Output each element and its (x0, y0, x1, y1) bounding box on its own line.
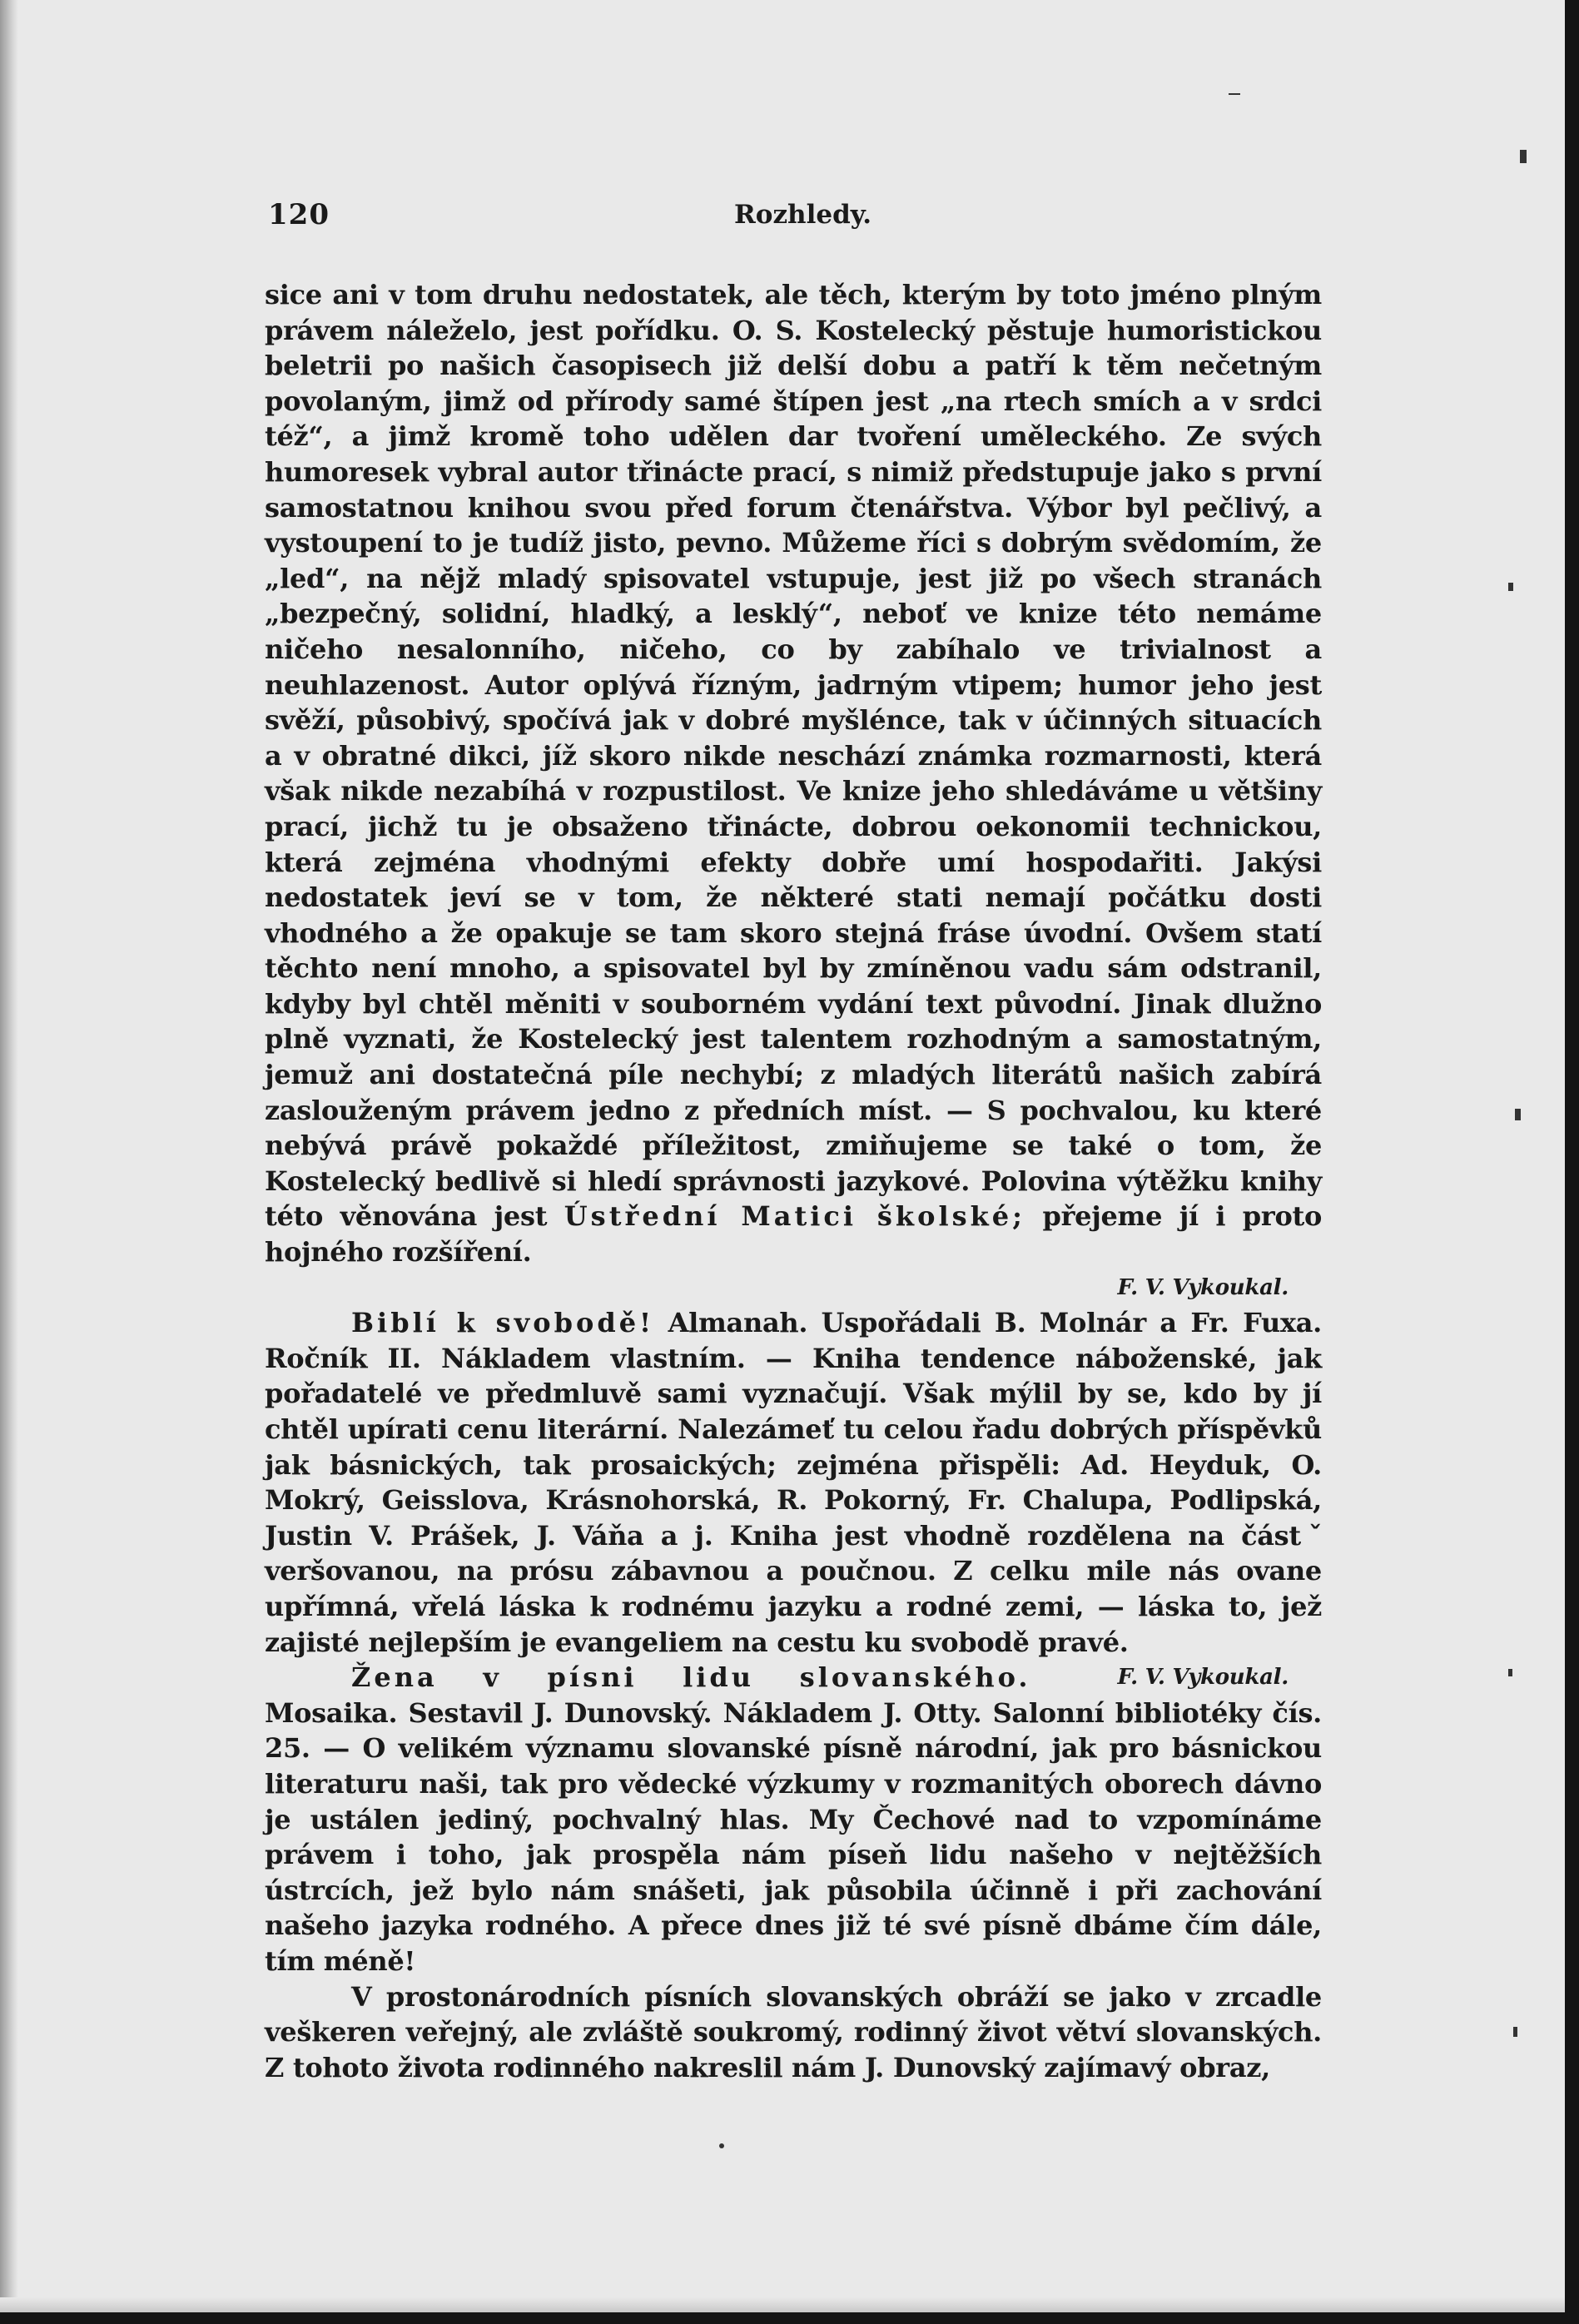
scan-speck (1508, 583, 1513, 591)
page-number: 120 (268, 198, 330, 231)
running-title: Rozhledy. (734, 200, 872, 230)
review-kostelecky-signature: F. V. Vykoukal. (1117, 1274, 1289, 1300)
review-zena-v-pisni (265, 1660, 1322, 1979)
scan-speck (1229, 93, 1240, 95)
review-kostelecky-closing: přejeme jí i proto hojného rozšíření. (265, 1200, 1323, 1269)
scan-border-right (1565, 0, 1579, 2324)
main-text (265, 277, 1322, 2085)
review-bibli-body: Almanah. Uspořádali B. Molnár a Fr. Fuxa. Ročník II. Nákladem vlastním. — Kniha tendence náboženské, jak pořadatelé ve předmluvě sami vyznačují. Však mýlil by se, kdo by jí chtěl upírati cenu literární. Nalezámeť tu celou řadu dobrých příspěvků jak básnických, tak prosaických; zejména přispěli: Ad. Heyduk, O. Mokrý, Geisslova, Krásnohorská, R. Pokorný, Fr. Chalupa, Podlipská, Justin V. Prášek, J. Váňa a j. Kniha jest vhodně rozdělena na částˇ veršovanou, na prósu zábavnou a poučnou. Z celku mile nás ovane upřímná, vřelá láska k rodnému jazyku a rodné zemi, — láska to, jež zajisté nejlepším je evangeliem na cestu ku svobodě pravé. (265, 1307, 1323, 1658)
review-kostelecky-body: sice ani v tom druhu nedostatek, ale těch, kterým by toto jméno plným právem náleželo, jest pořídku. O. S. Kostelecký pěstuje humoristickou beletrii po našich časopisech již delší dobu a patří k těm nečetným povolaným, jimž od přírody samé štípen jest „na rtech smích a v srdci též“, a jimž kromě toho udělen dar tvoření uměleckého. Ze svých humoresek vybral autor třinácte prací, s nimiž předstupuje jako s první samostatnou knihou svou před forum čtenářstva. Výbor byl pečlivý, a vystoupení to je tudíž jisto, pevno. Můžeme říci s dobrým svědomím, že „led“, na nějž mladý spisovatel vstupuje, jest již po všech stranách „bezpečný, solidní, hladký, a lesklý“, neboť ve knize této nemáme ničeho nesalonního, ničeho, co by zabíhalo ve trivialnost a neuhlazenost. Autor oplývá řízným, jadrným vtipem; humor jeho jest svěží, působivý, spočívá jak v dobré myšlénce, tak v účinných situacích a v obratné dikci, jíž skoro nikde neschází známka rozmarnosti, která však nikde nezabíhá v rozpustilost. Ve knize jeho shledáváme u většiny prací, jichž tu je obsaženo třinácte, dobrou oekonomii technickou, která zejména vhodnými efekty dobře umí hospodařiti. Jakýsi nedostatek jeví se v tom, že některé stati nemají počátku dosti vhodného a že opakuje se tam skoro stejná fráse úvodní. Ovšem statí těchto není mnoho, a spisovatel byl by zmíněnou vadu sám odstranil, kdyby byl chtěl měniti v souborném vydání text původní. Jinak dlužno plně vyznati, že Kostelecký jest talentem rozhodným a samostatným, jemuž ani dostatečná píle nechybí; z mladých literátů našich zabírá zaslouženým právem jedno z předních míst. — S pochvalou, ku které nebývá právě pokaždé příležitost, zmiňujeme se také o tom, že Kostelecký bedlivě si hledí správnosti jazykové. Polovina výtěžku knihy této věnována jest (265, 279, 1322, 1233)
review-kostelecky (265, 277, 1322, 1270)
review-zena-paragraph-2: V prostonárodních písních slovanských obráží se jako v zrcadle veškeren veřejný, ale zvláště soukromý, rodinný život větví slovanských. Z tohoto života rodinného nakreslil nám J. Dunovský zajímavý obraz, (265, 1980, 1322, 2083)
review-bibli-signature: F. V. Vykoukal. (1117, 1665, 1289, 1691)
review-zena-title: Žena v písni lidu slovanského. (351, 1661, 1031, 1694)
scan-speck (1515, 1109, 1521, 1120)
page-header (268, 198, 872, 240)
scan-speck (1513, 2027, 1517, 2037)
matice-skolska-name: Ústřední Matici školské; (564, 1200, 1025, 1233)
scan-border-bottom (0, 2312, 1579, 2324)
scan-speck (1520, 150, 1527, 163)
page-bottom-shadow (0, 2297, 1565, 2312)
review-zena-body: Mosaika. Sestavil J. Dunovský. Nákladem J. Otty. Salonní bibliotéky čís. 25. — O velikém významu slovanské písně národní, jak pro básnickou literaturu naši, tak pro vědecké výzkumy v rozmanitých oborech dávno je ustálen jediný, pochvalný hlas. My Čechové nad to vzpomínáme právem i toho, jak prospěla nám píseň lidu našeho v nejtěžších ústrcích, jež bylo nám snášeti, jak působila účinně i při zachování našeho jazyka rodného. A přece dnes již té své písně dbáme čím dále, tím méně! (265, 1696, 1322, 1977)
review-bibli-title: Biblí k svobodě! (351, 1307, 655, 1339)
scan-speck (719, 2143, 724, 2148)
scan-speck (1508, 1669, 1512, 1676)
page-binding-shadow (0, 0, 18, 2312)
